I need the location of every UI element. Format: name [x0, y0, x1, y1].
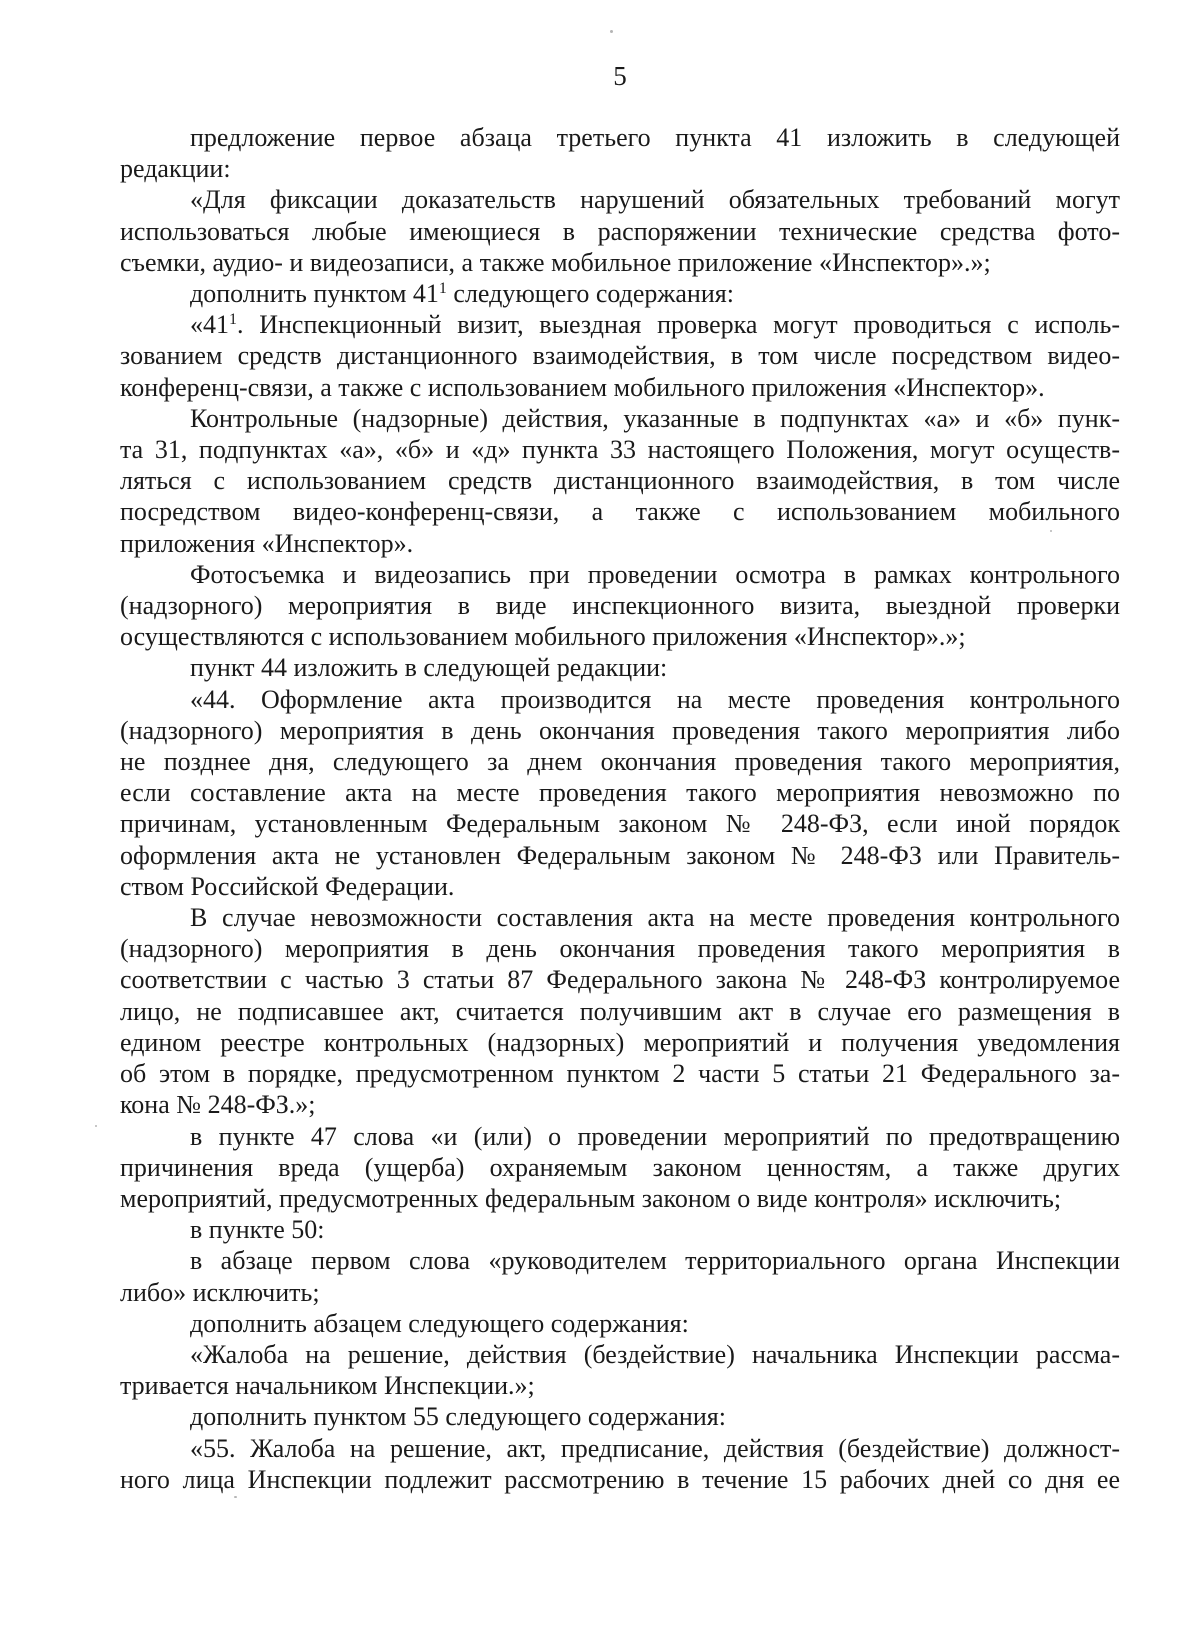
text-line: (надзорного) мероприятия в день окончания проведения такого мероприятия в — [120, 934, 1120, 964]
text-line: в пункте 50: — [190, 1215, 325, 1245]
text-line: причинам, установленным Федеральным законом № 248-ФЗ, если иной порядок — [120, 809, 1120, 839]
superscript: 1 — [229, 311, 237, 329]
text-line — [120, 278, 1120, 309]
text-line: ляться с использованием средств дистанционного взаимодействия, в том числе — [120, 466, 1120, 496]
text-line: причинения вреда (ущерба) охраняемым законом ценностям, а также других — [120, 1152, 1120, 1182]
text-line: использоваться любые имеющиеся в распоряжении технические средства фото- — [120, 216, 1120, 246]
text-line: зованием средств дистанционного взаимодействия, в том числе посредством видео- — [120, 341, 1120, 371]
text-line: «Для фиксации доказательств нарушений обязательных требований могут — [190, 185, 1120, 215]
text-line: съемки, аудио- и видеозаписи, а также мобильное приложение «Инспектор».»; — [120, 247, 991, 277]
text-line: посредством видео-конференц-связи, а также с использованием мобильного — [120, 497, 1120, 527]
text-line: В случае невозможности составления акта на месте проведения контрольного — [190, 903, 1120, 933]
text-line: осуществляются с использованием мобильного приложения «Инспектор».»; — [120, 622, 966, 652]
text-line: «Жалоба на решение, действия (бездействие) начальника Инспекции рассма- — [190, 1339, 1120, 1369]
text-line: редакции: — [120, 154, 231, 184]
text-fragment: «41 — [190, 310, 229, 340]
scan-speck — [95, 1125, 97, 1127]
text-fragment: дополнить пунктом 41 — [190, 279, 439, 309]
superscript: 1 — [438, 280, 447, 298]
text-line — [120, 309, 1120, 340]
text-line: конференц-связи, а также с использованием мобильного приложения «Инспектор». — [120, 372, 1045, 402]
text-line: та 31, подпунктах «а», «б» и «д» пункта 33 настоящего Положения, могут осуществ- — [120, 435, 1120, 465]
text-line: ного лица Инспекции подлежит рассмотрению в течение 15 рабочих дней со дня ее — [120, 1464, 1120, 1494]
text-line: мероприятий, предусмотренных федеральным законом о виде контроля» исключить; — [120, 1183, 1062, 1213]
text-fragment: . Инспекционный визит, выездная проверка могут проводиться с исполь- — [237, 310, 1120, 340]
page-number: 5 — [613, 61, 627, 91]
text-line: «55. Жалоба на решение, акт, предписание, действия (бездействие) должност- — [190, 1433, 1120, 1463]
text-line: тривается начальником Инспекции.»; — [120, 1371, 535, 1401]
text-line: (надзорного) мероприятия в день окончания проведения такого мероприятия либо — [120, 715, 1120, 745]
text-line: в абзаце первом слова «руководителем территориального органа Инспекции — [190, 1246, 1120, 1276]
scan-speck — [1050, 530, 1052, 532]
text-line: пункт 44 изложить в следующей редакции: — [190, 653, 668, 683]
text-line: приложения «Инспектор». — [120, 528, 414, 558]
text-line: (надзорного) мероприятия в виде инспекционного визита, выездной проверки — [120, 591, 1120, 621]
text-line: едином реестре контрольных (надзорных) мероприятий и получения уведомления — [120, 1027, 1120, 1057]
text-line: дополнить пунктом 55 следующего содержания: — [190, 1402, 726, 1432]
text-line: предложение первое абзаца третьего пункта 41 изложить в следующей — [190, 123, 1120, 152]
text-line: соответствии с частью 3 статьи 87 Федерального закона № 248-ФЗ контролируемое — [120, 965, 1120, 995]
document-body — [120, 122, 1120, 1495]
text-line: лицо, не подписавшее акт, считается получившим акт в случае его размещения в — [120, 996, 1120, 1026]
text-line: дополнить абзацем следующего содержания: — [190, 1308, 689, 1338]
text-line: в пункте 47 слова «и (или) о проведении мероприятий по предотвращению — [190, 1121, 1120, 1151]
text-line: Фотосъемка и видеозапись при проведении осмотра в рамках контрольного — [190, 559, 1120, 589]
text-line: либо» исключить; — [120, 1277, 320, 1307]
scan-speck — [234, 1496, 237, 1498]
text-fragment: следующего содержания: — [446, 279, 734, 309]
text-line: «44. Оформление акта производится на месте проведения контрольного — [190, 684, 1120, 714]
text-line: ством Российской Федерации. — [120, 871, 455, 901]
text-line: не позднее дня, следующего за днем окончания проведения такого мероприятия, — [120, 747, 1120, 777]
text-line: об этом в порядке, предусмотренном пунктом 2 части 5 статьи 21 Федерального за- — [120, 1059, 1120, 1089]
text-line: если составление акта на месте проведения такого мероприятия невозможно по — [120, 778, 1120, 808]
text-line: оформления акта не установлен Федеральным законом № 248-ФЗ или Правитель- — [120, 840, 1120, 870]
text-line: Контрольные (надзорные) действия, указанные в подпунктах «а» и «б» пунк- — [190, 403, 1120, 433]
text-line: кона № 248-ФЗ.»; — [120, 1090, 316, 1120]
scan-speck — [610, 30, 613, 33]
